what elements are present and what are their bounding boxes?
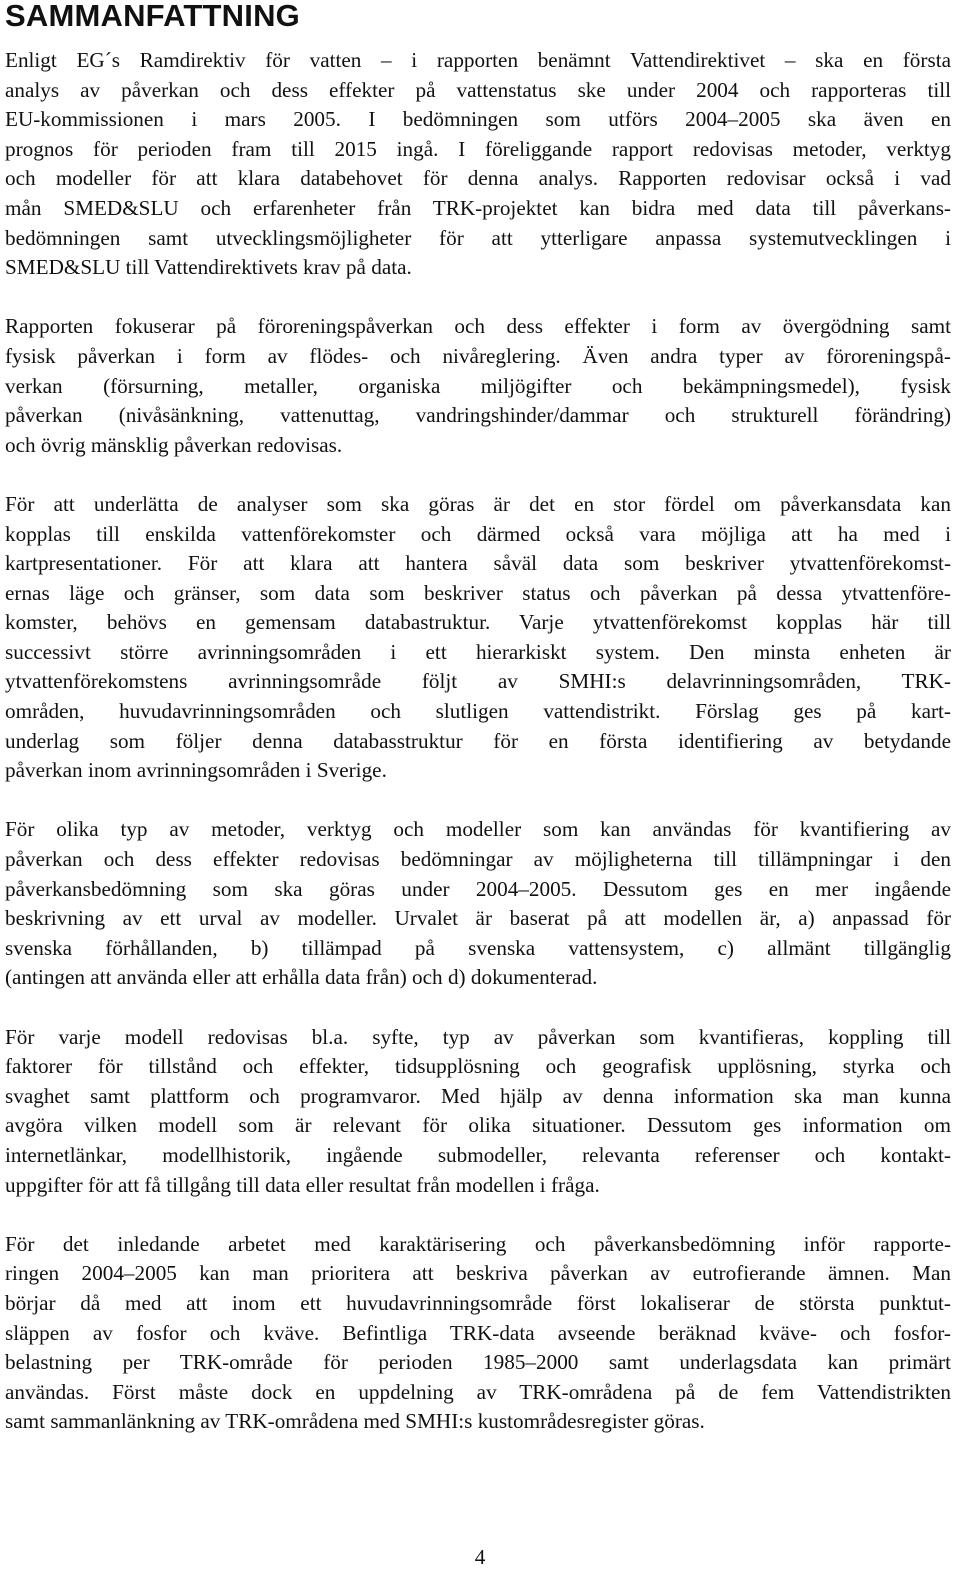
text-line: fysisk påverkan i form av flödes- och nivåreglering. Även andra typer av föroreningspå- (5, 343, 951, 368)
text-line: och övrig mänsklig påverkan redovisas. (5, 432, 343, 457)
summary-paragraph-3 (5, 490, 951, 786)
text-line: beskrivning av ett urval av modeller. Urvalet är baserat på att modellen är, a) anpassad för (5, 906, 951, 931)
text-line: kartpresentationer. För att klara att hantera såväl data som beskriver ytvattenförekomst- (5, 551, 951, 576)
text-line: släppen av fosfor och kväve. Befintliga TRK-data avseende beräknad kväve- och fosfor- (5, 1320, 951, 1345)
text-line: Rapporten fokuserar på föroreningspåverkan och dess effekter i form av övergödning samt (5, 314, 951, 339)
text-line: och modeller för att klara databehovet för denna analys. Rapporten redovisar också i vad (5, 166, 951, 191)
text-line: EU-kommissionen i mars 2005. I bedömningen som utförs 2004–2005 ska även en (5, 107, 951, 132)
text-line: ringen 2004–2005 kan man prioritera att beskriva påverkan av eutrofierande ämnen. Man (5, 1261, 951, 1286)
text-line: För att underlätta de analyser som ska göras är det en stor fördel om påverkansdata kan (5, 491, 951, 516)
section-heading: SAMMANFATTNING (5, 0, 300, 33)
summary-paragraph-2 (5, 312, 951, 460)
text-line: För det inledande arbetet med karaktärisering och påverkansbedömning inför rapporte- (5, 1231, 951, 1256)
summary-paragraph-1 (5, 46, 951, 283)
text-line: samt sammanlänkning av TRK-områdena med SMHI:s kustområdesregister göras. (5, 1409, 705, 1434)
text-line: successivt större avrinningsområden i ett hierarkiskt system. Den minsta enheten är (5, 639, 951, 664)
text-line: mån SMED&SLU och erfarenheter från TRK-projektet kan bidra med data till påverkans- (5, 195, 951, 220)
text-line: SMED&SLU till Vattendirektivets krav på data. (5, 255, 412, 280)
summary-body (5, 46, 951, 1437)
text-line: underlag som följer denna databasstruktur för en första identifiering av betydande (5, 728, 951, 753)
text-line: påverkansbedömning som ska göras under 2004–2005. Dessutom ges en mer ingående (5, 876, 951, 901)
summary-paragraph-6 (5, 1230, 951, 1437)
text-line: områden, huvudavrinningsområden och slutligen vattendistrikt. Förslag ges på kart- (5, 699, 951, 724)
text-line: påverkan (nivåsänkning, vattenuttag, vandringshinder/dammar och strukturell förändring) (5, 403, 951, 428)
text-line: påverkan inom avrinningsområden i Sverige. (5, 758, 387, 783)
text-line: prognos för perioden fram till 2015 ingå. I föreliggande rapport redovisas metoder, verktyg (5, 136, 951, 161)
text-line: (antingen att använda eller att erhålla data från) och d) dokumenterad. (5, 965, 598, 990)
document-page (5, 0, 951, 1467)
text-line: belastning per TRK-område för perioden 1985–2000 samt underlagsdata kan primärt (5, 1350, 951, 1375)
text-line: bedömningen samt utvecklingsmöjligheter för att ytterligare anpassa systemutvecklingen i (5, 225, 951, 250)
summary-paragraph-5 (5, 1023, 951, 1201)
text-line: ytvattenförekomstens avrinningsområde följt av SMHI:s delavrinningsområden, TRK- (5, 669, 951, 694)
text-line: avgöra vilken modell som är relevant för olika situationer. Dessutom ges information om (5, 1113, 951, 1138)
text-line: För olika typ av metoder, verktyg och modeller som kan användas för kvantifiering av (5, 817, 951, 842)
text-line: komster, behövs en gemensam databastruktur. Varje ytvattenförekomst kopplas här till (5, 610, 951, 635)
text-line: ernas läge och gränser, som data som beskriver status och påverkan på dessa ytvattenföre- (5, 580, 951, 605)
text-line: kopplas till enskilda vattenförekomster och därmed också vara möjliga att ha med i (5, 521, 951, 546)
text-line: Enligt EG´s Ramdirektiv för vatten – i rapporten benämnt Vattendirektivet – ska en första (5, 48, 951, 72)
text-line: uppgifter för att få tillgång till data eller resultat från modellen i fråga. (5, 1172, 600, 1197)
text-line: svenska förhållanden, b) tillämpad på svenska vattensystem, c) allmänt tillgänglig (5, 935, 951, 960)
text-line: påverkan och dess effekter redovisas bedömningar av möjligheterna till tillämpningar i den (5, 847, 951, 872)
page-number: 4 (474, 1545, 486, 1569)
text-line: användas. Först måste dock en uppdelning av TRK-områdena på de fem Vattendistrikten (5, 1379, 951, 1404)
text-line: svaghet samt plattform och programvaror. Med hjälp av denna information ska man kunna (5, 1083, 951, 1108)
text-line: börjar då med att inom ett huvudavrinningsområde först lokaliserar de största punktut- (5, 1290, 951, 1315)
text-line: För varje modell redovisas bl.a. syfte, typ av påverkan som kvantifieras, koppling till (5, 1024, 951, 1049)
text-line: verkan (försurning, metaller, organiska miljögifter och bekämpningsmedel), fysisk (5, 373, 951, 398)
text-line: internetlänkar, modellhistorik, ingående submodeller, relevanta referenser och kontakt- (5, 1142, 951, 1167)
summary-paragraph-4 (5, 815, 951, 993)
text-line: faktorer för tillstånd och effekter, tidsupplösning och geografisk upplösning, styrka och (5, 1054, 951, 1079)
text-line: analys av påverkan och dess effekter på vattenstatus ske under 2004 och rapporteras till (5, 77, 951, 102)
